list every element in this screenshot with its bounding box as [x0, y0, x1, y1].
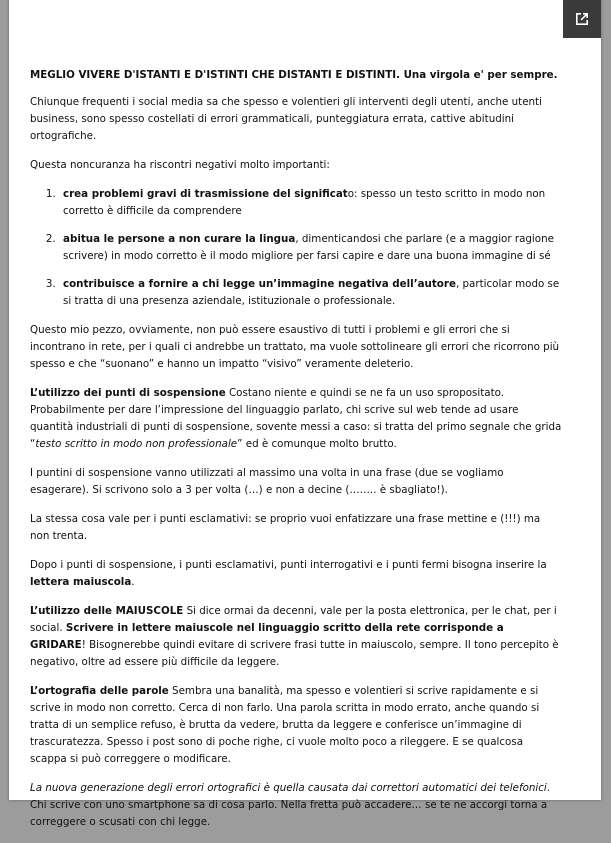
list-item: 2. abitua le persone a non curare la lingua, dimenticandosi che parlare (e a maggior ragione scrivere) in modo corretto è il modo migliore per farsi capire e dare una buona immagine di sé [59, 231, 562, 265]
open-in-new-button[interactable] [563, 0, 601, 38]
essay-paragraph: Questo mio pezzo, ovviamente, non può essere esaustivo di tutti i problemi e gli errori che si incontrano in rete, per i quali ci andrebbe un trattato, ma vuole sottolineare gli errori che ricorrono più spesso e che “suonano” e hanno un impatto “visivo” veramente deleterio. [30, 324, 560, 370]
consequences-list [30, 186, 562, 310]
document-page [9, 0, 601, 828]
final-paragraph: La nuova generazione degli errori ortografici è quella causata dai correttori automatici dei telefonici. Chi scrive con uno smartphone sa di cosa parlo. Nella fretta può accadere… se te ne accorgi torna a correggere o scusati con chi legge. [30, 782, 551, 828]
list-item: 1. crea problemi gravi di trasmissione del significato: spesso un testo scritto in modo non corretto è difficile da comprendere [59, 186, 562, 220]
document-content [30, 67, 562, 843]
section-heading: L’utilizzo delle MAIUSCOLE [30, 605, 184, 617]
document-title: MEGLIO VIVERE D'ISTANTI E D'ISTINTI CHE DISTANTI E DISTINTI. Una virgola e' per sempre. [30, 69, 558, 81]
section-heading: L’ortografia delle parole [30, 685, 169, 697]
capital-after-punctuation-paragraph: Dopo i punti di sospensione, i punti esclamativi, punti interrogativi e i punti fermi bisogna inserire la lettera maiuscola. [30, 559, 547, 588]
suspension-section: L’utilizzo dei punti di sospensione Costano niente e quindi se ne fa un uso spropositato. Probabilmente per dare l’impressione del linguaggio parlato, chi scrive sul web tende ad usare quantità industriali di punti di sospensione, sovente messi a caso: si tratta del primo segnale che grida “testo scritto in modo non professionale” ed è comunque molto brutto. [30, 387, 562, 450]
lead-paragraph: Questa noncuranza ha riscontri negativi molto importanti: [30, 159, 330, 171]
open-in-new-icon [573, 10, 591, 28]
intro-paragraph: Chiunque frequenti i social media sa che spesso e volentieri gli interventi degli utenti, anche utenti business, sono spesso costellati di errori grammaticali, punteggiatura errata, cattive abitudini ortografiche. [30, 96, 542, 142]
list-item: 3. contribuisce a fornire a chi legge un’immagine negativa dell’autore, particolar modo se si tratta di una presenza aziendale, istituzionale o professionale. [59, 276, 562, 310]
orthography-section: L’ortografia delle parole Sembra una banalità, ma spesso e volentieri si scrive rapidamente e si scrive in modo non corretto. Cerca di non farlo. Una parola scritta in modo errato, anche quando si tratta di un semplice refuso, è brutta da vedere, brutta da leggere e conferisce un’immagine di trascuratezza. Spesso i post sono di poche righe, ci vuole molto poco a rileggere. E se qualcosa scappa si può correggere o modificare. [30, 685, 540, 765]
puntini-paragraph: I puntini di sospensione vanno utilizzati al massimo una volta in una frase (due se vogliamo esagerare). Si scrivono solo a 3 per volta (…) e non a decine (…….. è sbagliato!). [30, 467, 504, 496]
section-heading: L’utilizzo dei punti di sospensione [30, 387, 226, 399]
exclamation-paragraph: La stessa cosa vale per i punti esclamativi: se proprio vuoi enfatizzare una frase mettine e (!!!) ma non trenta. [30, 513, 541, 542]
uppercase-section: L’utilizzo delle MAIUSCOLE Si dice ormai da decenni, vale per la posta elettronica, per le chat, per i social. Scrivere in lettere maiuscole nel linguaggio scritto della rete corrisponde a GRIDARE! Bisognerebbe quindi evitare di scrivere frasi tutte in maiuscolo, sempre. Il tono percepito è negativo, oltre ad essere più difficile da leggere. [30, 605, 559, 668]
